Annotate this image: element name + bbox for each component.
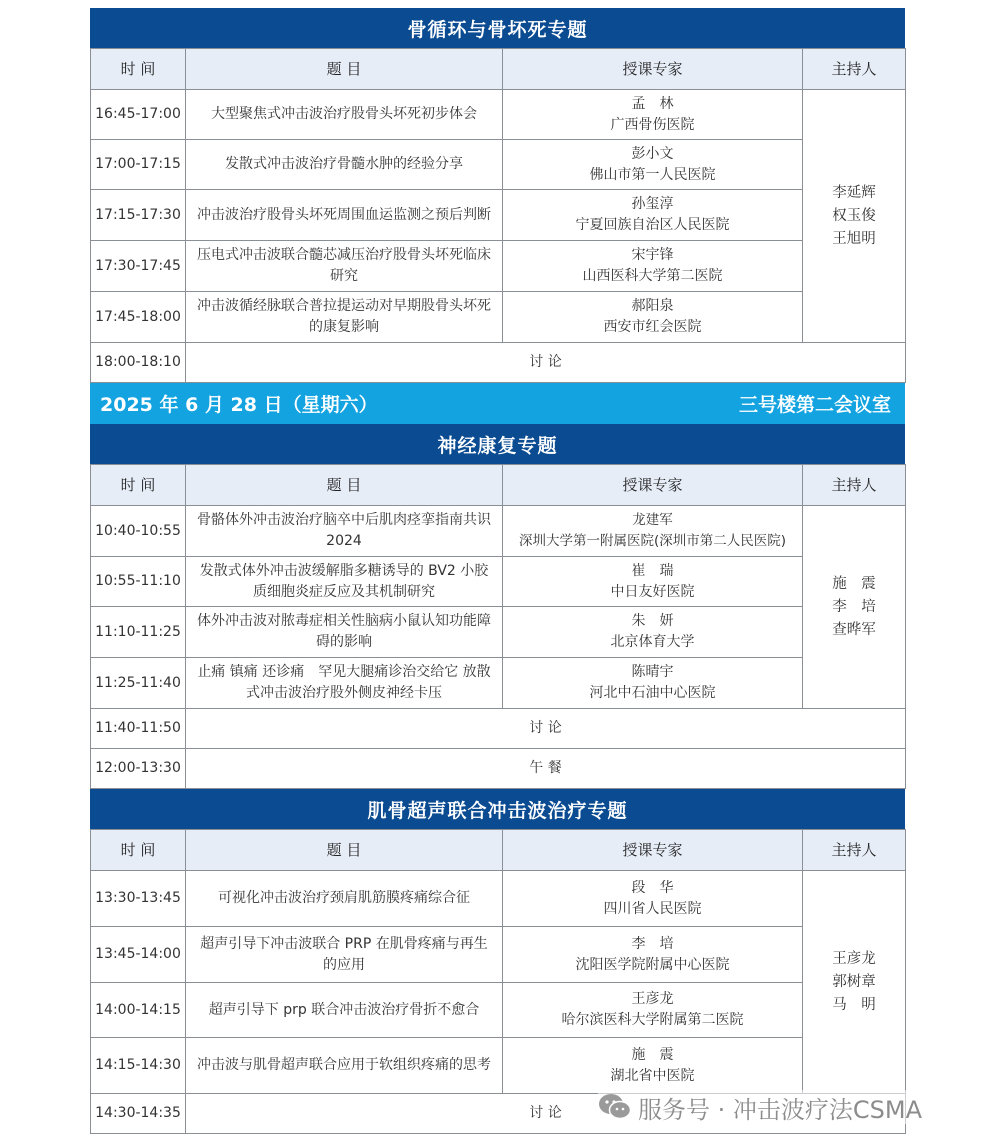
- expert-org: 佛山市第一人民医院: [589, 166, 716, 183]
- expert-org: 沈阳医学院附属中心医院: [575, 956, 730, 973]
- break-label: 午 餐: [186, 749, 906, 789]
- schedule-table: [90, 464, 906, 789]
- topic-cell: 冲击波与肌骨超声联合应用于软组织疼痛的思考: [186, 1038, 503, 1094]
- time-cell: 18:00-18:10: [91, 343, 186, 383]
- topic-cell: 压电式冲击波联合髓芯减压治疗股骨头坏死临床研究: [186, 241, 503, 292]
- expert-cell: [503, 241, 803, 292]
- expert-cell: [503, 983, 803, 1038]
- watermark: [598, 1090, 922, 1124]
- topic-cell: 超声引导下冲击波联合 PRP 在肌骨疼痛与再生的应用: [186, 927, 503, 983]
- expert-cell: [503, 90, 803, 140]
- expert-name: 陈晴宇: [631, 664, 674, 680]
- expert-cell: [503, 927, 803, 983]
- expert-cell: [503, 607, 803, 658]
- host-name: 马 明: [832, 996, 876, 1013]
- table-row: [91, 927, 906, 983]
- topic-cell: 冲击波循经脉联合普拉提运动对早期股骨头坏死的康复影响: [186, 292, 503, 343]
- expert-cell: [503, 190, 803, 241]
- expert-org: 西安市红会医院: [603, 319, 702, 335]
- break-label: 讨 论: [186, 343, 906, 383]
- table-row: [91, 506, 906, 557]
- column-header-time: 时 间: [91, 465, 186, 506]
- schedule-document: [90, 8, 905, 1134]
- time-cell: 13:30-13:45: [91, 871, 186, 927]
- column-header-expert: 授课专家: [503, 49, 803, 90]
- time-cell: 16:45-17:00: [91, 90, 186, 140]
- table-row: [91, 557, 906, 607]
- topic-cell: 超声引导下 prp 联合冲击波治疗骨折不愈合: [186, 983, 503, 1038]
- topic-cell: 发散式体外冲击波缓解脂多糖诱导的 BV2 小胶质细胞炎症反应及其机制研究: [186, 557, 503, 607]
- host-name: 查晔军: [832, 621, 876, 638]
- host-cell: [803, 871, 906, 1094]
- host-cell: [803, 506, 906, 709]
- venue-text: 三号楼第二会议室: [738, 394, 891, 416]
- column-header-topic: 题 目: [186, 830, 503, 871]
- time-cell: 17:00-17:15: [91, 140, 186, 190]
- expert-org: 广西骨伤医院: [610, 116, 695, 133]
- expert-name: 王彦龙: [631, 991, 674, 1007]
- break-row: [91, 749, 906, 789]
- table-header-row: [91, 49, 906, 90]
- topic-cell: 骨骼体外冲击波治疗脑卒中后肌肉痉挛指南共识 2024: [186, 506, 503, 557]
- expert-org: 深圳大学第一附属医院(深圳市第二人民医院): [518, 533, 787, 549]
- expert-org: 四川省人民医院: [603, 900, 702, 917]
- host-name: 李延辉: [832, 184, 876, 201]
- time-cell: 10:55-11:10: [91, 557, 186, 607]
- time-cell: 14:15-14:30: [91, 1038, 186, 1094]
- topic-cell: 体外冲击波对脓毒症相关性脑病小鼠认知功能障碍的影响: [186, 607, 503, 658]
- table-header-row: [91, 830, 906, 871]
- expert-org: 中日友好医院: [610, 583, 695, 600]
- expert-org: 山西医科大学第二医院: [582, 268, 723, 284]
- expert-org: 湖北省中医院: [610, 1067, 695, 1084]
- table-row: [91, 658, 906, 709]
- table-header-row: [91, 465, 906, 506]
- time-cell: 11:40-11:50: [91, 709, 186, 749]
- table-row: [91, 607, 906, 658]
- topic-cell: 止痛 镇痛 还诊痛 罕见大腿痛诊治交给它 放散式冲击波治疗股外侧皮神经卡压: [186, 658, 503, 709]
- date-text: 2025 年 6 月 28 日（星期六）: [100, 394, 378, 416]
- expert-org: 宁夏回族自治区人民医院: [575, 217, 730, 233]
- wechat-icon: [598, 1093, 632, 1121]
- column-header-topic: 题 目: [186, 465, 503, 506]
- expert-org: 哈尔滨医科大学附属第二医院: [561, 1012, 744, 1028]
- time-cell: 17:30-17:45: [91, 241, 186, 292]
- expert-cell: [503, 658, 803, 709]
- expert-cell: [503, 506, 803, 557]
- table-row: [91, 190, 906, 241]
- expert-cell: [503, 557, 803, 607]
- host-name: 施 震: [832, 575, 876, 592]
- table-row: [91, 90, 906, 140]
- section-title: 神经康复专题: [90, 424, 905, 464]
- time-cell: 13:45-14:00: [91, 927, 186, 983]
- expert-cell: [503, 140, 803, 190]
- time-cell: 10:40-10:55: [91, 506, 186, 557]
- topic-cell: 可视化冲击波治疗颈肩肌筋膜疼痛综合征: [186, 871, 503, 927]
- break-row: [91, 343, 906, 383]
- time-cell: 14:30-14:35: [91, 1094, 186, 1134]
- column-header-topic: 题 目: [186, 49, 503, 90]
- expert-name: 彭小文: [631, 145, 674, 162]
- expert-cell: [503, 1038, 803, 1094]
- host-cell: [803, 90, 906, 343]
- column-header-expert: 授课专家: [503, 830, 803, 871]
- expert-org: 北京体育大学: [610, 634, 695, 650]
- watermark-text: 服务号 · 冲击波疗法CSMA: [638, 1095, 923, 1124]
- topic-cell: 大型聚焦式冲击波治疗股骨头坏死初步体会: [186, 90, 503, 140]
- host-name: 王旭明: [832, 230, 876, 247]
- host-name: 李 培: [832, 598, 876, 615]
- expert-name: 段 华: [631, 879, 674, 896]
- table-row: [91, 140, 906, 190]
- host-name: 郭树章: [832, 973, 876, 990]
- table-row: [91, 241, 906, 292]
- break-label: 讨 论: [186, 709, 906, 749]
- break-label: 讨 论: [186, 1094, 906, 1134]
- expert-name: 朱 妍: [631, 613, 674, 629]
- expert-name: 孙玺淳: [631, 196, 674, 212]
- host-name: 权玉俊: [832, 207, 876, 224]
- topic-cell: 发散式冲击波治疗骨髓水肿的经验分享: [186, 140, 503, 190]
- table-row: [91, 292, 906, 343]
- time-cell: 17:15-17:30: [91, 190, 186, 241]
- time-cell: 17:45-18:00: [91, 292, 186, 343]
- column-header-host: 主持人: [803, 465, 906, 506]
- expert-name: 龙建军: [632, 512, 673, 528]
- expert-name: 郝阳泉: [631, 298, 674, 314]
- column-header-host: 主持人: [803, 830, 906, 871]
- date-banner: [90, 383, 905, 424]
- table-row: [91, 871, 906, 927]
- time-cell: 12:00-13:30: [91, 749, 186, 789]
- section-title: 骨循环与骨坏死专题: [90, 8, 905, 48]
- topic-cell: 冲击波治疗股骨头坏死周围血运监测之预后判断: [186, 190, 503, 241]
- break-row: [91, 709, 906, 749]
- time-cell: 14:00-14:15: [91, 983, 186, 1038]
- table-row: [91, 1038, 906, 1094]
- schedule-table: [90, 48, 906, 383]
- expert-name: 宋宇锋: [631, 247, 674, 263]
- expert-org: 河北中石油中心医院: [589, 685, 716, 701]
- section-title: 肌骨超声联合冲击波治疗专题: [90, 789, 905, 829]
- time-cell: 11:25-11:40: [91, 658, 186, 709]
- column-header-expert: 授课专家: [503, 465, 803, 506]
- expert-cell: [503, 292, 803, 343]
- time-cell: 11:10-11:25: [91, 607, 186, 658]
- expert-name: 崔 瑞: [631, 562, 674, 579]
- column-header-time: 时 间: [91, 49, 186, 90]
- schedule-table: [90, 829, 906, 1134]
- table-row: [91, 983, 906, 1038]
- expert-name: 施 震: [631, 1046, 674, 1063]
- column-header-host: 主持人: [803, 49, 906, 90]
- expert-name: 李 培: [631, 935, 674, 952]
- expert-name: 孟 林: [631, 95, 674, 112]
- expert-cell: [503, 871, 803, 927]
- host-name: 王彦龙: [832, 950, 876, 967]
- column-header-time: 时 间: [91, 830, 186, 871]
